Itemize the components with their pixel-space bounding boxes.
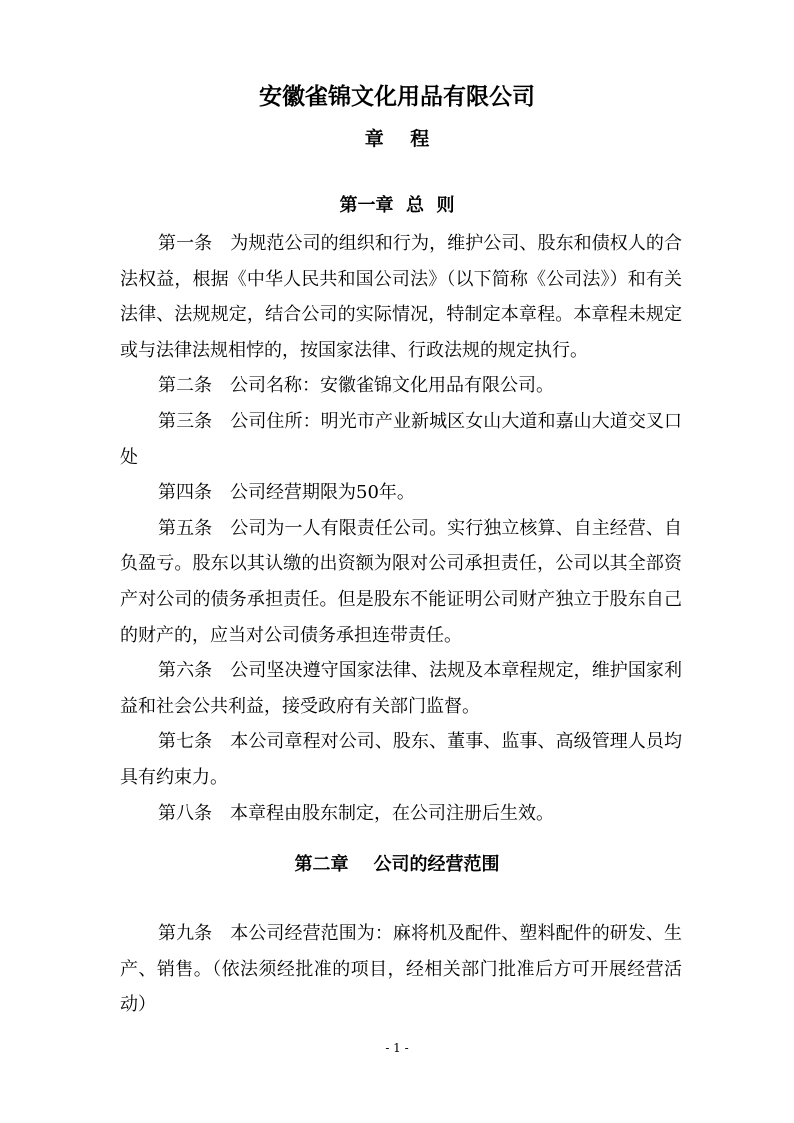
article-4 [120, 475, 682, 511]
article-text: 公司经营期限为50年。 [230, 482, 415, 504]
article-2 [120, 368, 682, 404]
article-text: 公司坚决遵守国家法律、法规及本章程规定，维护国家利益和社会公共利益，接受政府有关部门监督。 [120, 660, 683, 717]
article-number: 第九条 [158, 923, 213, 944]
article-number: 第二条 [158, 375, 212, 397]
chapter-2-heading: 第二章 公司的经营范围 [294, 854, 500, 875]
article-text: 公司住所：明光市产业新城区女山大道和嘉山大道交叉口处 [120, 410, 683, 468]
article-number: 第七条 [158, 731, 213, 753]
article-text: 公司名称：安徽雀锦文化用品有限公司。 [230, 375, 554, 397]
article-7 [120, 724, 682, 795]
article-6 [120, 653, 682, 724]
article-number: 第一条 [158, 233, 213, 254]
article-8 [120, 796, 682, 832]
company-name-title: 安徽雀锦文化用品有限公司 [259, 83, 535, 110]
article-text: 本公司章程对公司、股东、董事、监事、高级管理人员均具有约束力。 [120, 731, 683, 788]
document-title: 章 程 [364, 128, 430, 150]
article-5 [120, 511, 682, 653]
article-text: 公司为一人有限责任公司。实行独立核算、自主经营、自负盈亏。股东以其认缴的出资额为限对公司承担责任，公司以其全部资产对公司的债务承担责任。但是股东不能证明公司财产独立于股东自己的财产的，应当对公司债务承担连带责任。 [120, 517, 683, 646]
chapter-1-heading: 第一章 总 则 [339, 195, 455, 216]
article-9 [120, 916, 682, 1023]
article-text: 本章程由股东制定，在公司注册后生效。 [230, 802, 554, 824]
article-number: 第三条 [158, 410, 213, 432]
article-1 [120, 226, 682, 368]
chapter-1-body [120, 226, 682, 831]
article-number: 第五条 [158, 517, 213, 539]
article-number: 第六条 [158, 660, 213, 682]
page-number: - 1 - [385, 1041, 409, 1055]
article-text: 本公司经营范围为：麻将机及配件、塑料配件的研发、生产、销售。（依法须经批准的项目，经相关部门批准后方可开展经营活动） [120, 923, 683, 1016]
article-number: 第八条 [158, 802, 212, 824]
article-number: 第四条 [158, 482, 212, 504]
article-text: 为规范公司的组织和行为，维护公司、股东和债权人的合法权益，根据《中华人民共和国公司法》（以下简称《公司法》）和有关法律、法规规定，结合公司的实际情况，特制定本章程。本章程未规定或与法律法规相悖的，按国家法律、行政法规的规定执行。 [120, 233, 683, 361]
article-3 [120, 404, 682, 475]
chapter-2-body [120, 916, 682, 1023]
